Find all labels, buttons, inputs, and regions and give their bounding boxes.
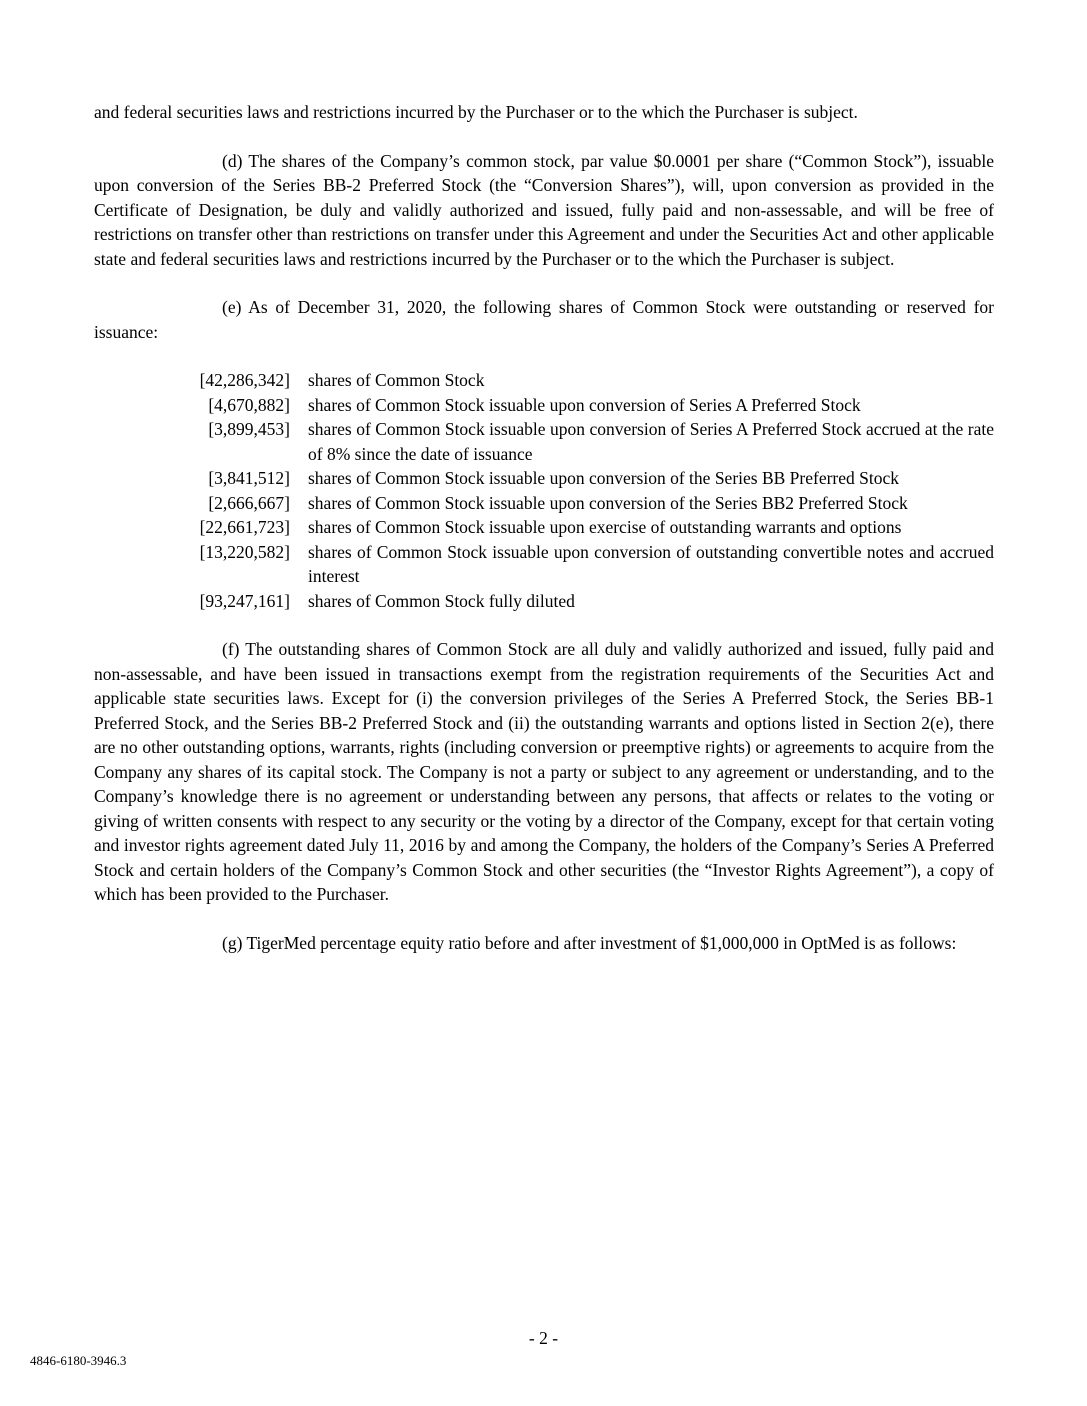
share-count: [13,220,582]: [199, 541, 290, 562]
share-description: shares of Common Stock issuable upon conversion of the Series BB Preferred Stock: [308, 468, 900, 488]
share-list-item: [94, 368, 994, 393]
share-list-item: [94, 515, 994, 540]
share-description: shares of Common Stock issuable upon conversion of Series A Preferred Stock accrued at the rate of 8% since the date of issuance: [308, 419, 994, 464]
share-list: [94, 368, 994, 613]
share-count: [3,841,512]: [208, 468, 290, 488]
share-list-item: [94, 540, 994, 589]
share-list-item: [94, 393, 994, 418]
paragraph-continuation: and federal securities laws and restrictions incurred by the Purchaser or to the which the Purchaser is subject.: [94, 102, 858, 122]
share-description: shares of Common Stock: [308, 370, 485, 390]
share-description: shares of Common Stock issuable upon exercise of outstanding warrants and options: [308, 517, 902, 537]
document-id-footer: 4846-6180-3946.3: [30, 1353, 127, 1368]
paragraph-g: (g) TigerMed percentage equity ratio before and after investment of $1,000,000 in OptMed is as follows:: [222, 932, 957, 953]
share-count: [3,899,453]: [208, 419, 290, 439]
share-list-item: [94, 589, 994, 614]
document-content: [94, 100, 994, 979]
paragraph-e: (e) As of December 31, 2020, the following shares of Common Stock were outstanding or reserved for issuance:: [94, 297, 994, 342]
paragraph-f: (f) The outstanding shares of Common Stock are all duly and validly authorized and issued, fully paid and non-assessable, and have been issued in transactions exempt from the registration requirements of the Securities Act and applicable state securities laws. Except for (i) the conversion privileges of the Series A Preferred Stock, the Series BB-1 Preferred Stock, and the Series BB-2 Preferred Stock and (ii) the outstanding warrants and options listed in Section 2(e), there are no other outstanding options, warrants, rights (including conversion or preemptive rights) or agreements to acquire from the Company any shares of its capital stock. The Company is not a party or subject to any agreement or understanding, and to the Company’s knowledge there is no agreement or understanding between any persons, that affects or relates to the voting or giving of written consents with respect to any security or the voting by a director of the Company, except for that certain voting and investor rights agreement dated July 11, 2016 by and among the Company, the holders of the Company’s Series A Preferred Stock and certain holders of the Company’s Common Stock and other securities (the “Investor Rights Agreement”), a copy of which has been provided to the Purchaser.: [94, 639, 994, 904]
share-description: shares of Common Stock issuable upon conversion of Series A Preferred Stock: [308, 394, 861, 415]
share-list-item: [94, 466, 994, 491]
share-list-item: [94, 417, 994, 466]
share-description: shares of Common Stock issuable upon conversion of the Series BB2 Preferred Stock: [308, 492, 908, 513]
share-list-item: [94, 491, 994, 516]
share-description: shares of Common Stock issuable upon conversion of outstanding convertible notes and accrued interest: [308, 541, 994, 586]
share-count: [42,286,342]: [199, 370, 290, 390]
share-count: [4,670,882]: [208, 394, 290, 415]
paragraph-d: (d) The shares of the Company’s common stock, par value $0.0001 per share (“Common Stock”), issuable upon conversion of the Series BB-2 Preferred Stock (the “Conversion Shares”), will, upon conversion as provided in the Certificate of Designation, be duly and validly authorized and issued, fully paid and non-assessable, and will be free of restrictions on transfer other than restrictions on transfer under this Agreement and under the Securities Act and other applicable state and federal securities laws and restrictions incurred by the Purchaser or to the which the Purchaser is subject.: [94, 150, 994, 269]
share-count: [2,666,667]: [208, 492, 290, 513]
share-count: [93,247,161]: [199, 590, 290, 611]
share-description: shares of Common Stock fully diluted: [308, 590, 575, 611]
page-number: - 2 -: [528, 1327, 559, 1348]
share-count: [22,661,723]: [199, 517, 290, 537]
